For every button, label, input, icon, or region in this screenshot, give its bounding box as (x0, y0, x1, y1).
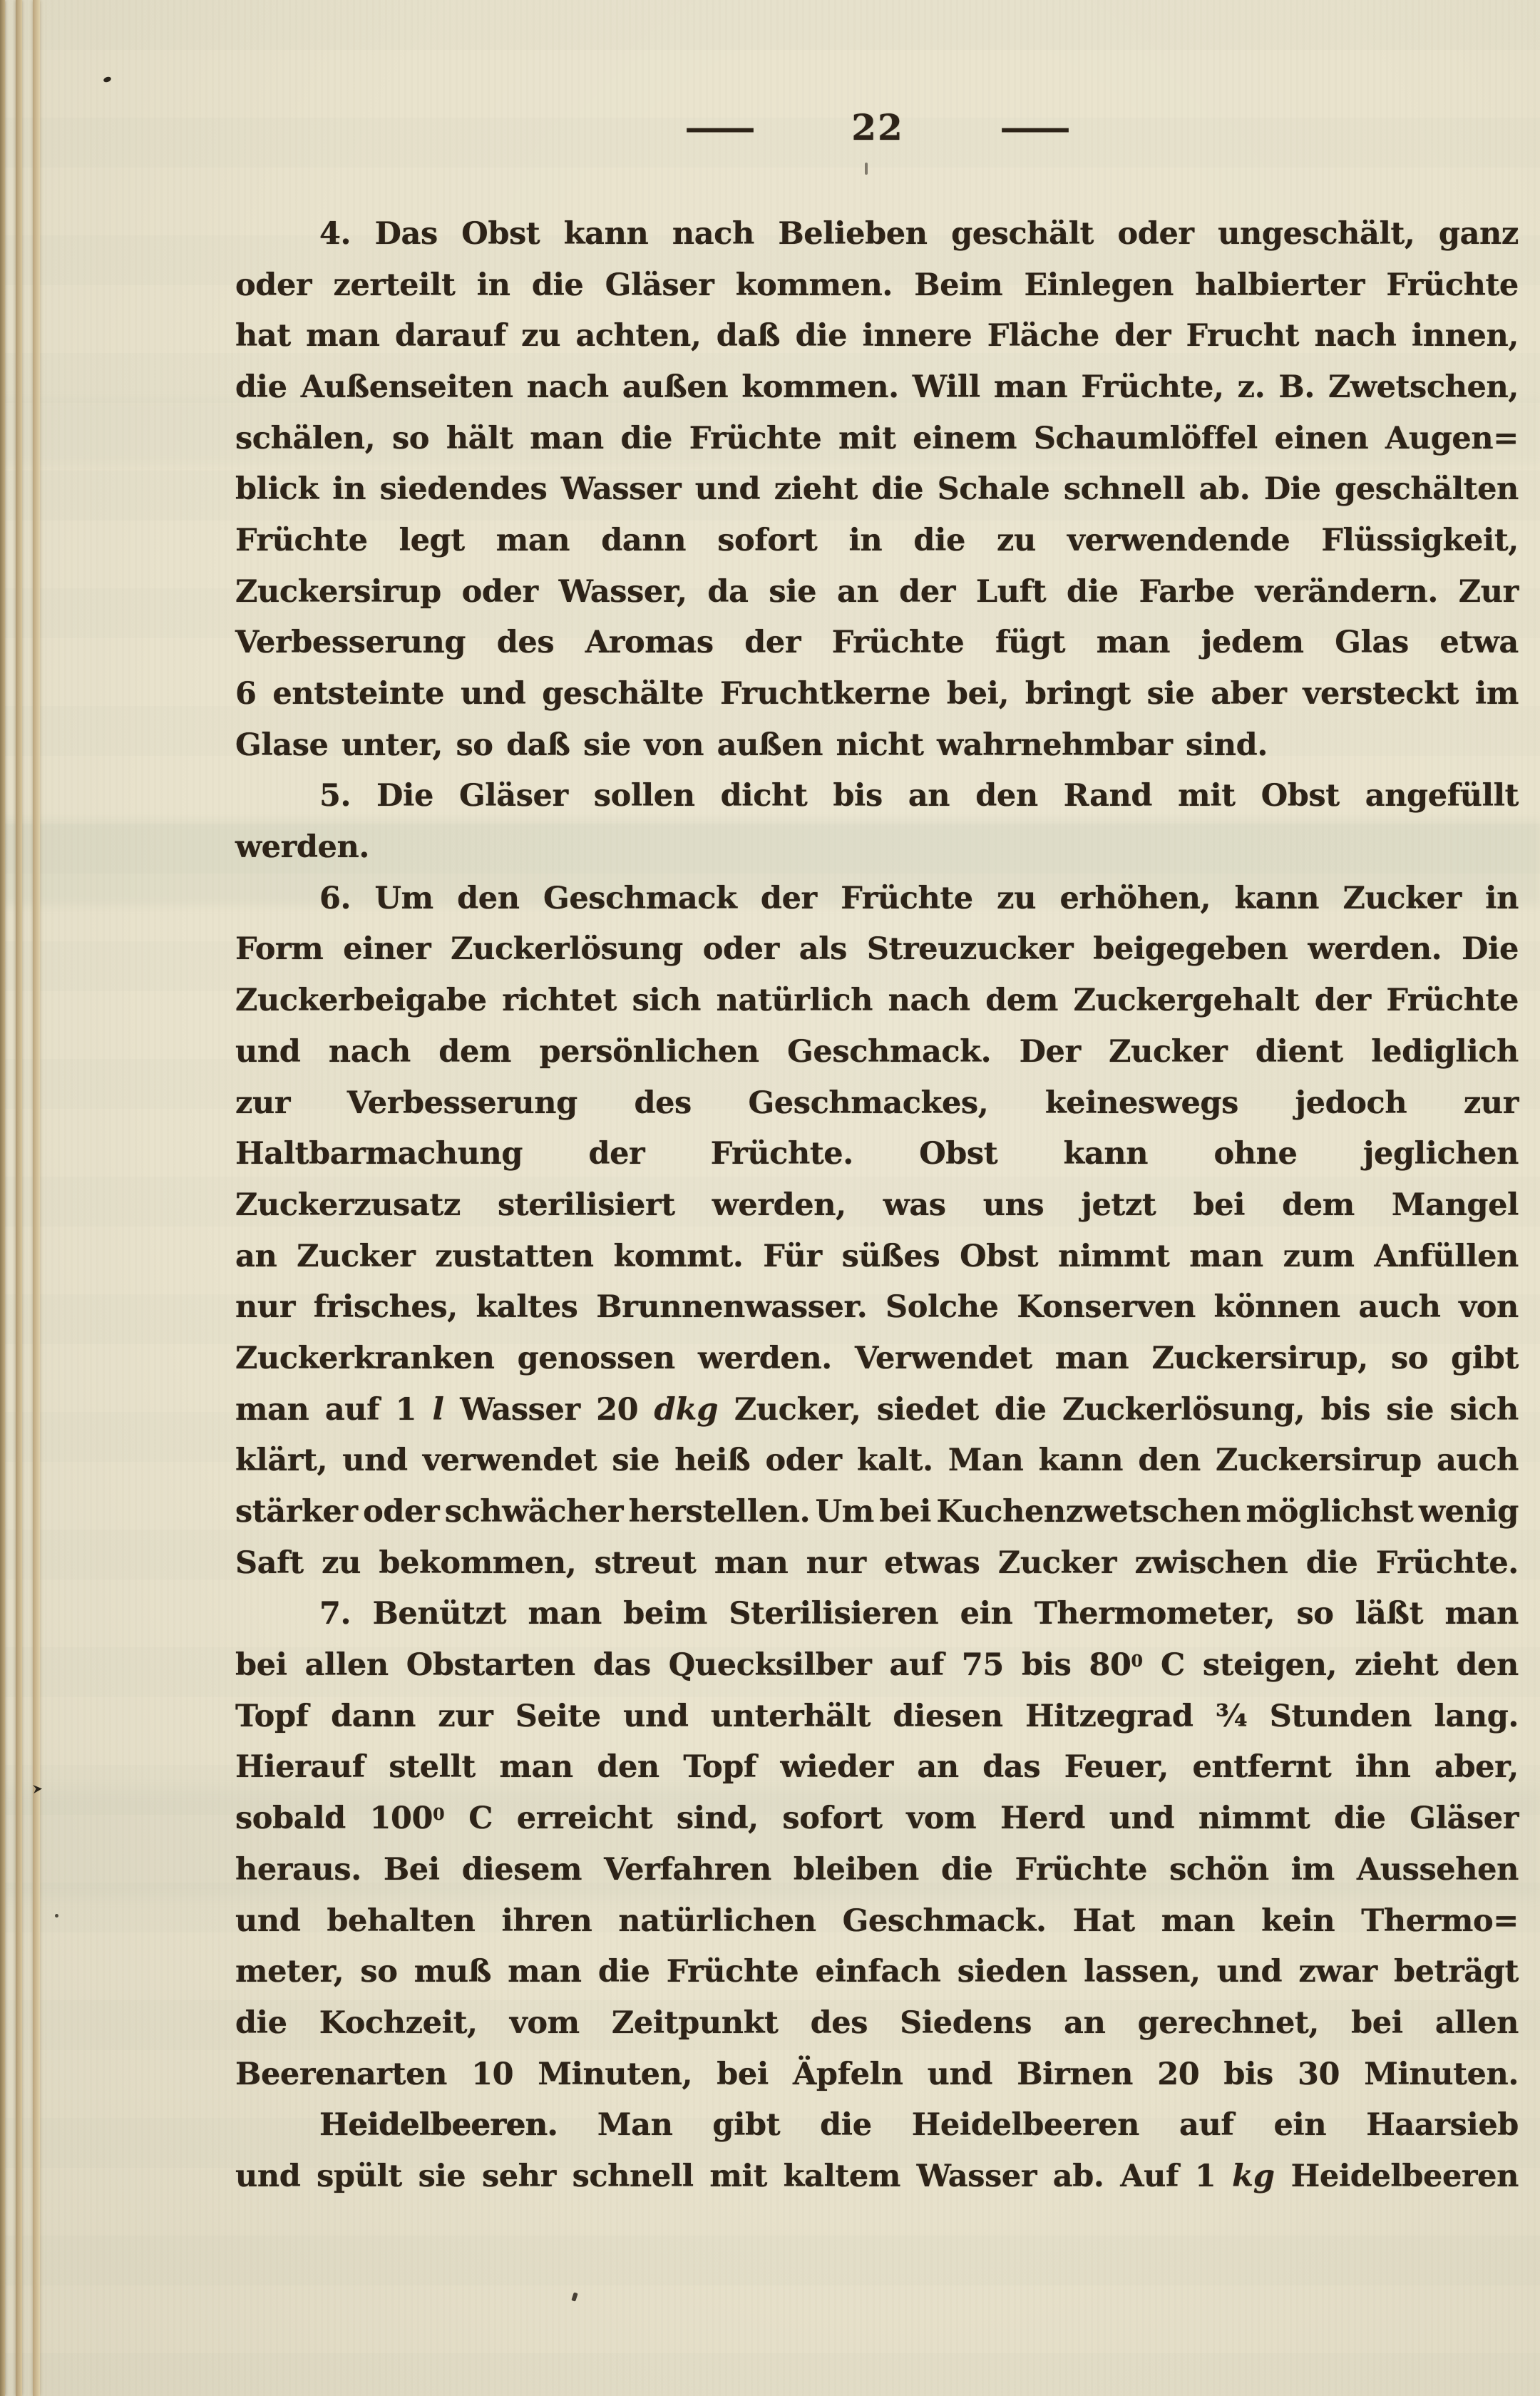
text-line: Zuckerbeigabe richtet sich natürlich nach dem Zuckergehalt der Früchte (235, 983, 1519, 1019)
text-line: klärt, und verwendet sie heiß oder kalt. Man kann den Zuckersirup auch (235, 1443, 1519, 1479)
text-line: Haltbarmachung der Früchte. Obst kann ohne jeglichen (235, 1136, 1519, 1172)
text-line: und nach dem persönlichen Geschmack. Der Zucker dient lediglich (235, 1033, 1519, 1070)
ink-speck (571, 2292, 578, 2301)
text-line: 6 entsteinte und geschälte Fruchtkerne bei, bringt sie aber versteckt im (235, 676, 1519, 712)
text-line: und spült sie sehr schnell mit kaltem Wasser ab. Auf 1 kg Heidelbeeren (235, 2158, 1519, 2194)
text-line: 4. Das Obst kann nach Belieben geschält oder ungeschält, ganz (319, 215, 1519, 252)
text-line: an Zucker zustatten kommt. Für süßes Obst nimmt man zum Anfüllen (235, 1238, 1519, 1274)
text-line: man auf 1 l Wasser 20 dkg Zucker, siedet die Zuckerlösung, bis sie sich (235, 1391, 1519, 1428)
text-line: 7. Benützt man beim Sterilisieren ein Thermometer, so läßt man (319, 1596, 1519, 1632)
text-line: nur frisches, kaltes Brunnenwasser. Solche Konserven können auch von (235, 1289, 1519, 1326)
text-line: Topf dann zur Seite und unterhält diesen Hitzegrad ¾ Stunden lang. (235, 1698, 1519, 1734)
text-line: und behalten ihren natürlichen Geschmack. Hat man kein Thermo= (235, 1903, 1519, 1939)
text-line: sobald $100^0$ C erreicht sind, sofort vom Herd und nimmt die Gläser (235, 1801, 1519, 1837)
header-rule-left: — (682, 106, 758, 148)
text-line: werden. (235, 829, 369, 866)
text-line: Form einer Zuckerlösung oder als Streuzucker beigegeben werden. Die (235, 931, 1519, 968)
text-line: 6. Um den Geschmack der Früchte zu erhöhen, kann Zucker in (319, 880, 1519, 916)
text-line: stärker oder schwächer herstellen. Um bei Kuchenzwetschen möglichst wenig (235, 1494, 1519, 1530)
body-text (235, 208, 1519, 2202)
ink-speck (33, 1785, 42, 1793)
text-line: blick in siedendes Wasser und zieht die Schale schnell ab. Die geschälten (235, 471, 1519, 508)
text-line: meter, so muß man die Früchte einfach sieden lassen, und zwar beträgt (235, 1954, 1519, 1990)
text-line: 5. Die Gläser sollen dicht bis an den Rand mit Obst angefüllt (319, 778, 1519, 814)
ink-speck (103, 76, 112, 83)
text-line: Saft zu bekommen, streut man nur etwas Zucker zwischen die Früchte. (235, 1545, 1519, 1581)
text-line: Zuckerkranken genossen werden. Verwendet man Zuckersirup, so gibt (235, 1340, 1519, 1376)
header-rule-right: — (997, 106, 1073, 148)
text-line: Beerenarten 10 Minuten, bei Äpfeln und Birnen 20 bis 30 Minuten. (235, 2056, 1519, 2092)
binding-crease (16, 0, 22, 2396)
ink-speck (865, 163, 868, 175)
text-line: bei allen Obstarten das Quecksilber auf 75 bis $80^0$ C steigen, zieht den (235, 1647, 1519, 1684)
text-line: heraus. Bei diesem Verfahren bleiben die Früchte schön im Aussehen (235, 1851, 1519, 1888)
text-line: die Außenseiten nach außen kommen. Will man Früchte, z. B. Zwetschen, (235, 369, 1519, 405)
text-line: oder zerteilt in die Gläser kommen. Beim Einlegen halbierter Früchte (235, 267, 1519, 303)
binding-crease (33, 0, 40, 2396)
page-header (682, 106, 1073, 150)
text-line: Zuckerzusatz sterilisiert werden, was uns jetzt bei dem Mangel (235, 1187, 1519, 1223)
text-line: hat man darauf zu achten, daß die innere Fläche der Frucht nach innen, (235, 318, 1519, 354)
text-line: Heidelbeeren. Man gibt die Heidelbeeren auf ein Haarsieb (319, 2107, 1519, 2144)
text-line: schälen, so hält man die Früchte mit einem Schaumlöffel einen Augen= (235, 420, 1519, 456)
text-line: Früchte legt man dann sofort in die zu verwendende Flüssigkeit, (235, 522, 1519, 558)
text-line: die Kochzeit, vom Zeitpunkt des Siedens an gerechnet, bei allen (235, 2005, 1519, 2041)
text-line: zur Verbesserung des Geschmackes, keineswegs jedoch zur (235, 1085, 1519, 1121)
text-line: Zuckersirup oder Wasser, da sie an der Luft die Farbe verändern. Zur (235, 573, 1519, 610)
ink-speck (55, 1914, 58, 1918)
binding-crease (0, 0, 5, 2396)
text-line: Hierauf stellt man den Topf wieder an das Feuer, entfernt ihn aber, (235, 1749, 1519, 1786)
text-line: Glase unter, so daß sie von außen nicht wahrnehmbar sind. (235, 727, 1268, 763)
text-line: Verbesserung des Aromas der Früchte fügt man jedem Glas etwa (235, 625, 1519, 661)
page-number: 22 (851, 106, 904, 148)
